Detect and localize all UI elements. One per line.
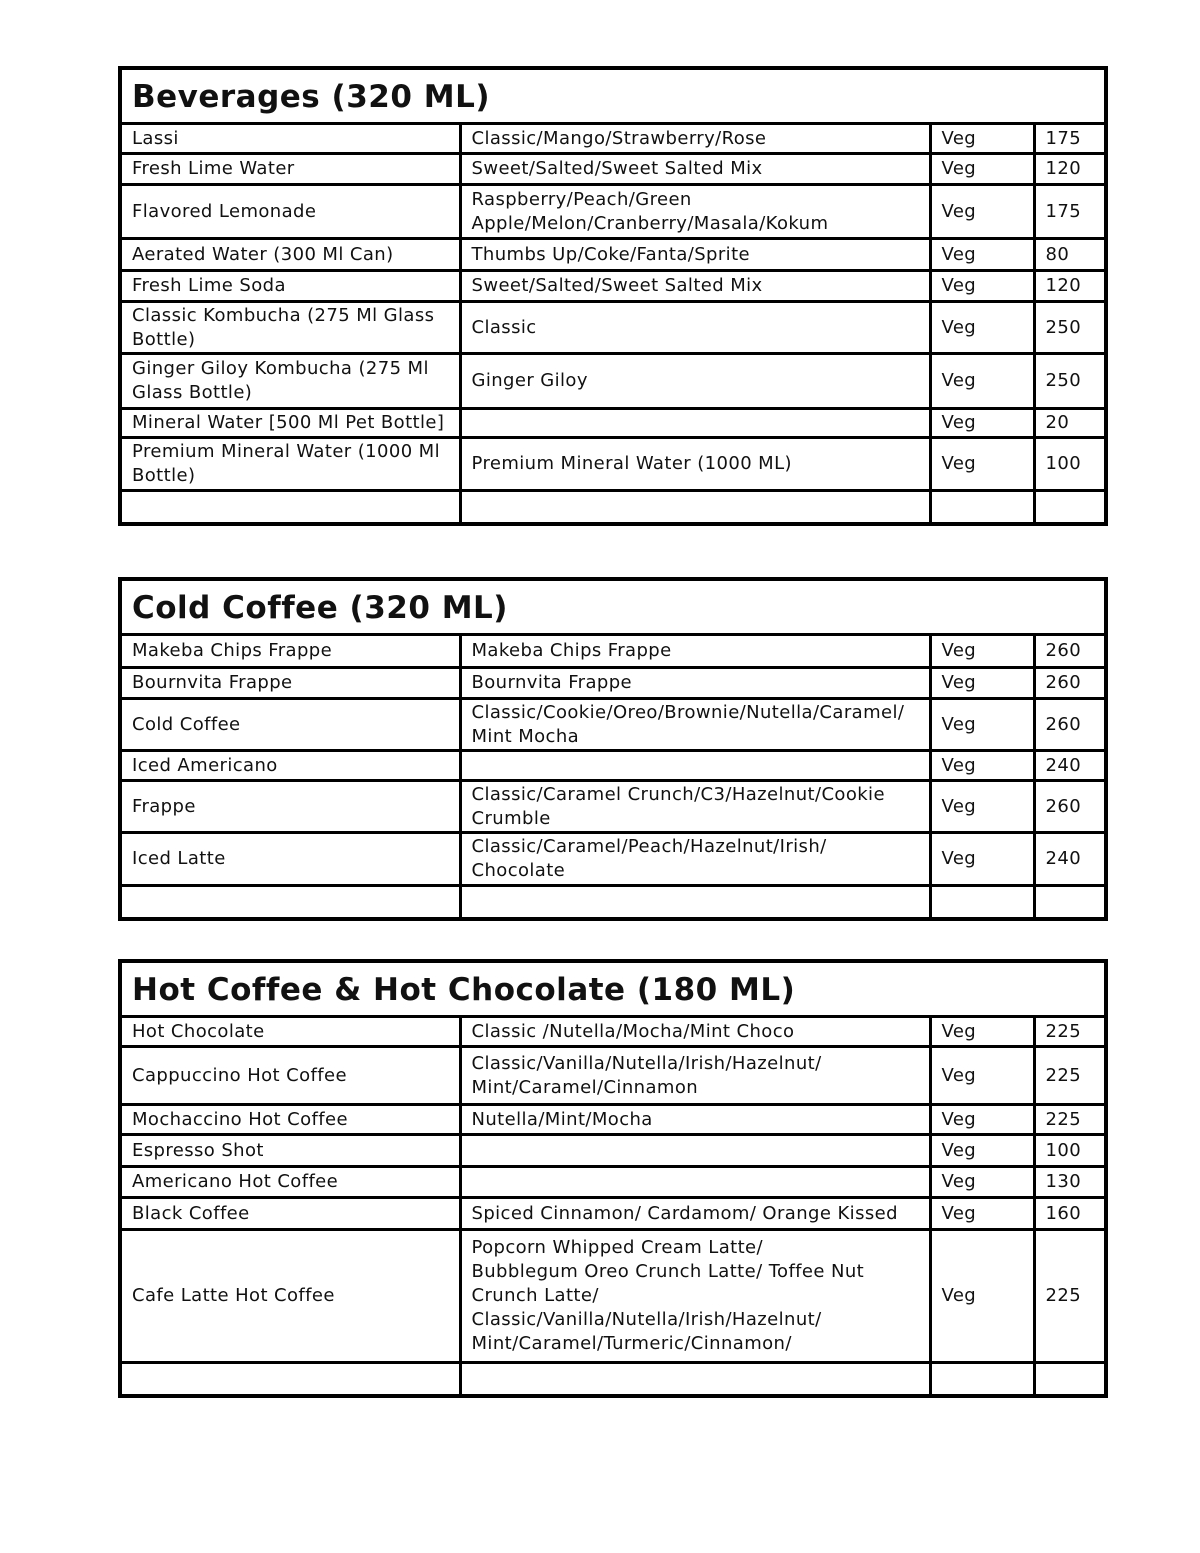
item-diet-type: Veg (930, 271, 1034, 302)
item-price: 225 (1034, 1230, 1106, 1363)
item-name: Premium Mineral Water (1000 Ml Bottle) (120, 438, 460, 491)
menu-item-row (120, 1167, 1106, 1198)
item-name (120, 491, 460, 524)
item-price: 120 (1034, 154, 1106, 185)
item-name: Espresso Shot (120, 1135, 460, 1167)
item-diet-type: Veg (930, 1230, 1034, 1363)
menu-item-row (120, 1105, 1106, 1135)
item-name: Mineral Water [500 Ml Pet Bottle] (120, 409, 460, 438)
item-price: 260 (1034, 781, 1106, 833)
item-name: Fresh Lime Water (120, 154, 460, 185)
item-variants: Thumbs Up/Coke/Fanta/Sprite (460, 239, 930, 271)
item-name: Cold Coffee (120, 699, 460, 751)
item-price: 175 (1034, 124, 1106, 154)
item-variants: Popcorn Whipped Cream Latte/ Bubblegum Oreo Crunch Latte/ Toffee Nut Crunch Latte/ Classic/Vanilla/Nutella/Irish/Hazelnut/ Mint/Caramel/Turmeric/Cinnamon/ (460, 1230, 930, 1363)
item-variants: Classic/Vanilla/Nutella/Irish/Hazelnut/ Mint/Caramel/Cinnamon (460, 1047, 930, 1105)
menu-item-row (120, 1135, 1106, 1167)
item-variants: Classic (460, 302, 930, 354)
menu-item-row (120, 751, 1106, 781)
item-diet-type: Veg (930, 668, 1034, 699)
item-diet-type: Veg (930, 239, 1034, 271)
item-diet-type: Veg (930, 124, 1034, 154)
section-title: Cold Coffee (320 ML) (120, 579, 1106, 635)
item-variants (460, 751, 930, 781)
menu-item-row (120, 833, 1106, 886)
menu-item-row (120, 1047, 1106, 1105)
item-price: 250 (1034, 302, 1106, 354)
item-variants: Classic/Cookie/Oreo/Brownie/Nutella/Caramel/ Mint Mocha (460, 699, 930, 751)
item-diet-type: Veg (930, 1198, 1034, 1230)
item-name: Makeba Chips Frappe (120, 635, 460, 668)
item-diet-type: Veg (930, 185, 1034, 239)
item-name: Cappuccino Hot Coffee (120, 1047, 460, 1105)
item-diet-type: Veg (930, 699, 1034, 751)
menu-item-row (120, 1198, 1106, 1230)
item-diet-type: Veg (930, 833, 1034, 886)
item-variants: Sweet/Salted/Sweet Salted Mix (460, 271, 930, 302)
item-diet-type: Veg (930, 1017, 1034, 1047)
item-diet-type: Veg (930, 438, 1034, 491)
item-price: 250 (1034, 354, 1106, 409)
item-price: 130 (1034, 1167, 1106, 1198)
item-name: Classic Kombucha (275 Ml Glass Bottle) (120, 302, 460, 354)
item-variants (460, 886, 930, 919)
item-name: Mochaccino Hot Coffee (120, 1105, 460, 1135)
menu-item-row (120, 354, 1106, 409)
menu-item-row (120, 668, 1106, 699)
item-price (1034, 886, 1106, 919)
item-diet-type (930, 491, 1034, 524)
item-name: Cafe Latte Hot Coffee (120, 1230, 460, 1363)
item-price: 120 (1034, 271, 1106, 302)
menu-item-row (120, 491, 1106, 524)
item-variants: Bournvita Frappe (460, 668, 930, 699)
item-diet-type: Veg (930, 409, 1034, 438)
item-price: 225 (1034, 1047, 1106, 1105)
item-diet-type (930, 1363, 1034, 1396)
item-name (120, 886, 460, 919)
item-variants (460, 1363, 930, 1396)
item-name: Americano Hot Coffee (120, 1167, 460, 1198)
item-price: 260 (1034, 668, 1106, 699)
item-name: Iced Latte (120, 833, 460, 886)
item-price: 20 (1034, 409, 1106, 438)
item-diet-type: Veg (930, 1105, 1034, 1135)
item-price: 160 (1034, 1198, 1106, 1230)
item-variants: Classic/Mango/Strawberry/Rose (460, 124, 930, 154)
item-name: Bournvita Frappe (120, 668, 460, 699)
item-variants: Sweet/Salted/Sweet Salted Mix (460, 154, 930, 185)
item-diet-type (930, 886, 1034, 919)
item-diet-type: Veg (930, 781, 1034, 833)
item-variants: Classic/Caramel Crunch/C3/Hazelnut/Cookie Crumble (460, 781, 930, 833)
item-name: Flavored Lemonade (120, 185, 460, 239)
item-variants (460, 409, 930, 438)
item-diet-type: Veg (930, 154, 1034, 185)
item-diet-type: Veg (930, 302, 1034, 354)
item-variants: Raspberry/Peach/Green Apple/Melon/Cranberry/Masala/Kokum (460, 185, 930, 239)
item-variants: Classic /Nutella/Mocha/Mint Choco (460, 1017, 930, 1047)
item-variants (460, 491, 930, 524)
item-variants: Ginger Giloy (460, 354, 930, 409)
menu-item-row (120, 302, 1106, 354)
item-price (1034, 1363, 1106, 1396)
section-title: Beverages (320 ML) (120, 68, 1106, 124)
item-price: 100 (1034, 438, 1106, 491)
menu-item-row (120, 781, 1106, 833)
item-price: 175 (1034, 185, 1106, 239)
menu-item-row (120, 886, 1106, 919)
item-variants: Spiced Cinnamon/ Cardamom/ Orange Kissed (460, 1198, 930, 1230)
menu-item-row (120, 438, 1106, 491)
item-name: Iced Americano (120, 751, 460, 781)
item-name: Ginger Giloy Kombucha (275 Ml Glass Bottle) (120, 354, 460, 409)
item-variants: Nutella/Mint/Mocha (460, 1105, 930, 1135)
menu-item-row (120, 1363, 1106, 1396)
menu-item-row (120, 185, 1106, 239)
item-name: Fresh Lime Soda (120, 271, 460, 302)
menu-item-row (120, 635, 1106, 668)
menu-item-row (120, 409, 1106, 438)
menu-item-row (120, 154, 1106, 185)
menu-item-row (120, 699, 1106, 751)
item-price: 240 (1034, 833, 1106, 886)
menu-item-row (120, 1017, 1106, 1047)
item-variants: Classic/Caramel/Peach/Hazelnut/Irish/ Chocolate (460, 833, 930, 886)
menu-item-row (120, 271, 1106, 302)
item-price: 260 (1034, 699, 1106, 751)
menu-section-table (118, 577, 1108, 921)
item-diet-type: Veg (930, 354, 1034, 409)
section-title: Hot Coffee & Hot Chocolate (180 ML) (120, 961, 1106, 1017)
item-price: 100 (1034, 1135, 1106, 1167)
item-name: Aerated Water (300 Ml Can) (120, 239, 460, 271)
menu-item-row (120, 1230, 1106, 1363)
menu-item-row (120, 124, 1106, 154)
item-name: Hot Chocolate (120, 1017, 460, 1047)
menu-item-row (120, 239, 1106, 271)
item-variants: Premium Mineral Water (1000 ML) (460, 438, 930, 491)
item-diet-type: Veg (930, 751, 1034, 781)
item-price: 80 (1034, 239, 1106, 271)
item-diet-type: Veg (930, 1047, 1034, 1105)
item-variants (460, 1167, 930, 1198)
menu-section-table (118, 959, 1108, 1398)
item-name: Lassi (120, 124, 460, 154)
item-price (1034, 491, 1106, 524)
item-price: 225 (1034, 1017, 1106, 1047)
item-name (120, 1363, 460, 1396)
item-variants: Makeba Chips Frappe (460, 635, 930, 668)
item-price: 225 (1034, 1105, 1106, 1135)
menu-section-table (118, 66, 1108, 526)
item-diet-type: Veg (930, 1135, 1034, 1167)
item-name: Frappe (120, 781, 460, 833)
item-diet-type: Veg (930, 1167, 1034, 1198)
item-price: 240 (1034, 751, 1106, 781)
item-price: 260 (1034, 635, 1106, 668)
item-variants (460, 1135, 930, 1167)
item-diet-type: Veg (930, 635, 1034, 668)
item-name: Black Coffee (120, 1198, 460, 1230)
